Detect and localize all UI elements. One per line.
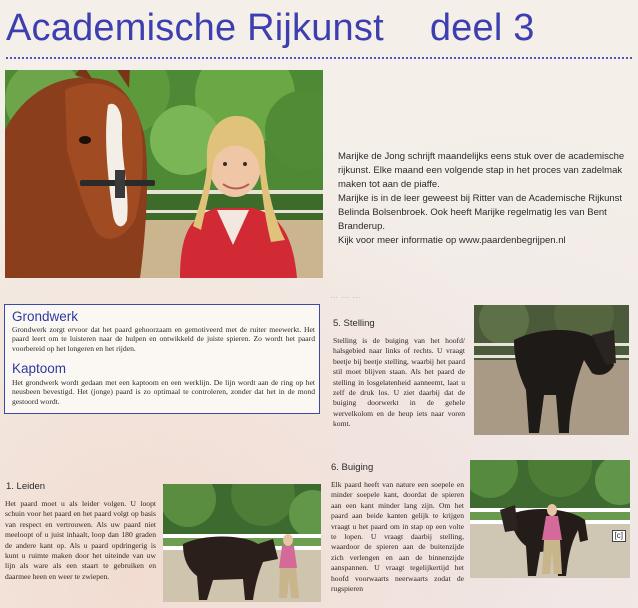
intro-text <box>338 150 628 248</box>
page-title <box>6 2 535 54</box>
section-text-stelling: Stelling is de buiging van het hoofd/ halsgebied naar links of rechts. U vraagt beetje bij beetje stelling, waarbij het paard stil moet blijven staan. Als het paard de stelling in losgelatenheid aanneemt, laat u zelf de druk los. U ziet daarbij dat de buiging doorwerkt in de gehele wervelkolom en de heup iets naar voren komt. <box>333 336 465 429</box>
grondwerk-kaptoom-box <box>4 304 320 414</box>
title-main: Academische Rijkunst <box>6 7 384 49</box>
intro-paragraph: Marijke de Jong schrijft maandelijks eens stuk over de academische rijkunst. Elke maand een volgende stap in het proces van zadelmak maken tot aan de piaffe. <box>338 151 625 190</box>
title-part-number: deel 3 <box>429 7 535 49</box>
section-heading-buiging: 6. Buiging <box>331 462 374 473</box>
photo-stelling-horse <box>474 305 629 435</box>
photo-buiging-horse <box>470 460 630 578</box>
grondwerk-heading: Grondwerk <box>12 309 79 324</box>
bleed-through-text: ... ... ... <box>330 290 361 301</box>
section-heading-stelling: 5. Stelling <box>333 318 375 329</box>
kaptoom-text: Het grondwerk wordt gedaan met een kaptoom en een werklijn. De lijn wordt aan de ring op het neusbeen bevestigd. Het (jonge) paard is zo optimaal te controleren, zonder dat het in de mond gestoord wordt. <box>12 378 315 406</box>
section-text-buiging: Elk paard heeft van nature een soepele en minder soepele kant, doordat de spieren aan een kant minder lang zijn. Om het paard aan beide kanten gelijk te krijgen vraagt u het paard om in stap op een volte te lopen. U vraagt daarbij stelling, waardoor de spieren aan de buitenzijde zich verlengen en aan de binnenzijde aanspannen. U vraagt tegelijkertijd het hoofd voorwaarts neerwaarts zodat de rugspieren <box>331 480 464 594</box>
title-underline <box>6 57 632 59</box>
photo-label-box: [c] <box>612 530 626 542</box>
intro-paragraph: Marijke is in de leer geweest bij Ritter van de Academische Rijkunst Belinda Bolsenbroek. Ook heeft Marijke regelmatig les van Bent Branderup. <box>338 193 623 232</box>
kaptoom-heading: Kaptoom <box>12 361 67 376</box>
main-photo-horse-and-rider <box>5 70 323 278</box>
intro-website-line: Kijk voor meer informatie op www.paardenbegrijpen.nl <box>338 235 566 246</box>
grondwerk-text: Grondwerk zorgt ervoor dat het paard gehoorzaam en gemotiveerd met de ruiter meewerkt. Het paard leert om te luisteren naar de hulpen en ontwikkeld de juiste spieren. Zo wordt het paard voorbereid op het longeren en het rijden. <box>12 325 315 353</box>
section-heading-leiden: 1. Leiden <box>6 481 46 492</box>
photo-leiden-horse <box>163 484 321 602</box>
section-text-leiden: Het paard moet u als leider volgen. U loopt schuin voor het paard en het paard volgt op basis van respect en vertrouwen. Als uw paard niet meeloopt of u juist inhaalt, loop dan 180 graden de andere kant op. Als u paard opdringerig is kunt u ruimte maken door het uiteinde van uw lijn als ware als een staart te gebruiken en daarmee heen en weer te zwiepen. <box>5 499 156 581</box>
